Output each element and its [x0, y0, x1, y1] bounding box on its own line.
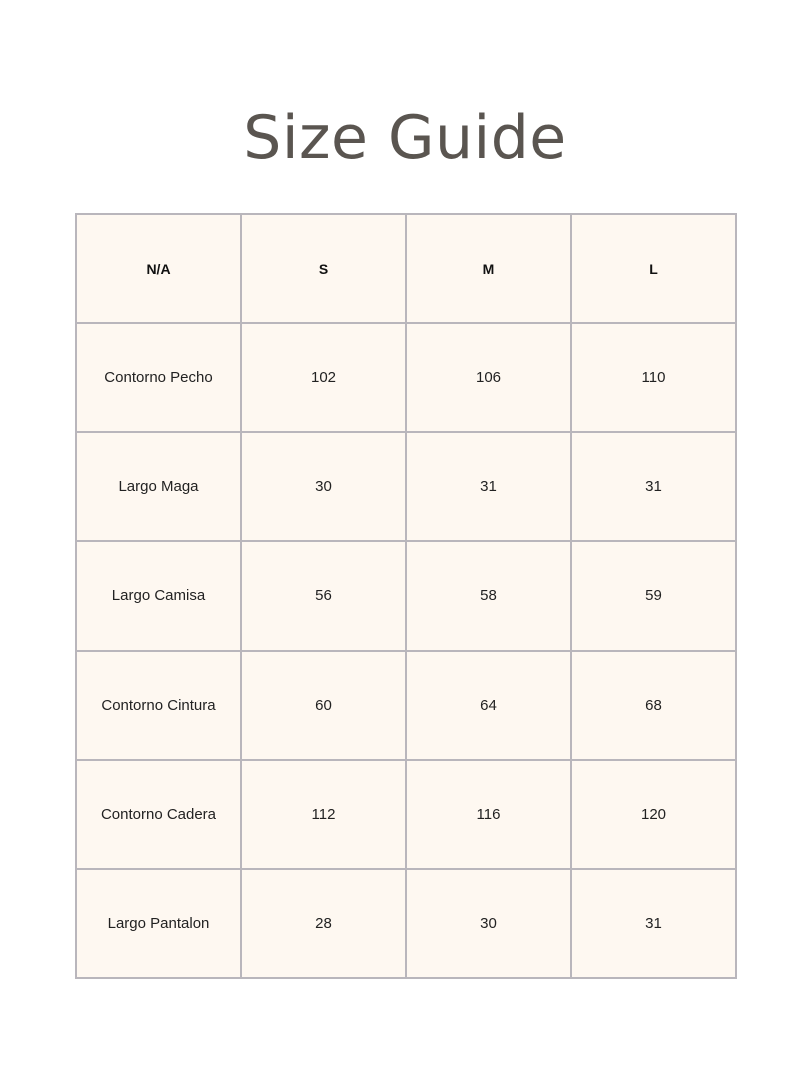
- cell-l: 110: [571, 323, 736, 432]
- cell-s: 102: [241, 323, 406, 432]
- cell-s: 56: [241, 541, 406, 650]
- cell-s: 60: [241, 651, 406, 760]
- row-label: Largo Camisa: [76, 541, 241, 650]
- cell-m: 106: [406, 323, 571, 432]
- cell-s: 112: [241, 760, 406, 869]
- cell-l: 31: [571, 432, 736, 541]
- table-row: [76, 432, 736, 541]
- cell-s: 28: [241, 869, 406, 978]
- cell-m: 30: [406, 869, 571, 978]
- table-header-row: [76, 214, 736, 323]
- table-row: [76, 651, 736, 760]
- cell-l: 120: [571, 760, 736, 869]
- header-cell-label: N/A: [76, 214, 241, 323]
- row-label: Contorno Cintura: [76, 651, 241, 760]
- row-label: Largo Pantalon: [76, 869, 241, 978]
- cell-m: 116: [406, 760, 571, 869]
- row-label: Largo Maga: [76, 432, 241, 541]
- table-row: [76, 760, 736, 869]
- page-title: Size Guide: [243, 103, 567, 173]
- cell-s: 30: [241, 432, 406, 541]
- cell-l: 31: [571, 869, 736, 978]
- cell-m: 64: [406, 651, 571, 760]
- cell-l: 68: [571, 651, 736, 760]
- row-label: Contorno Pecho: [76, 323, 241, 432]
- header-cell-m: M: [406, 214, 571, 323]
- header-cell-s: S: [241, 214, 406, 323]
- cell-m: 58: [406, 541, 571, 650]
- cell-l: 59: [571, 541, 736, 650]
- row-label: Contorno Cadera: [76, 760, 241, 869]
- size-table: [75, 213, 737, 979]
- table-row: [76, 869, 736, 978]
- header-cell-l: L: [571, 214, 736, 323]
- table-row: [76, 323, 736, 432]
- cell-m: 31: [406, 432, 571, 541]
- table-row: [76, 541, 736, 650]
